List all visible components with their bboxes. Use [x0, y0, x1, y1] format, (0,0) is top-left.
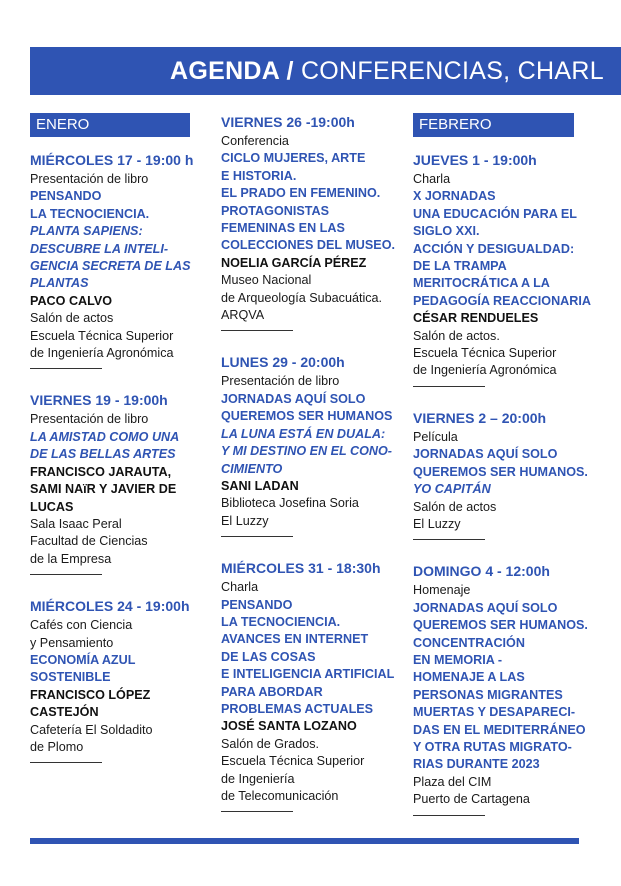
event-detail: Conferencia [221, 134, 289, 148]
event-detail: Presentación de libro [30, 172, 149, 186]
event-title: E INTELIGENCIA ARTIFICIAL [221, 667, 395, 682]
event-title: DE LAS BELLAS ARTES [30, 447, 176, 462]
event-speaker: NOELIA GARCÍA PÉREZ [221, 255, 367, 270]
event-detail: de Ingeniería [221, 771, 295, 786]
event-date: MIÉRCOLES 17 - 19:00 h [30, 152, 194, 168]
event-detail: Salón de Grados. [221, 736, 320, 751]
event-title: PLANTAS [30, 276, 89, 291]
event-date: MIÉRCOLES 24 - 19:00h [30, 598, 190, 615]
event-detail: Cafés con Ciencia [30, 618, 133, 633]
event-title: Y OTRA RUTAS MIGRATO- [413, 739, 572, 754]
event-title: JORNADAS AQUÍ SOLO [221, 391, 366, 406]
event-title: JORNADAS AQUÍ SOLO [413, 447, 558, 462]
event-detail: Facultad de Ciencias [30, 534, 148, 549]
event-detail: Charla [413, 172, 451, 186]
event-detail: Presentación de libro [221, 374, 340, 389]
event-detail: Escuela Técnica Superior [221, 754, 365, 769]
event-speaker: CÉSAR RENDUELES [413, 311, 539, 326]
event-detail: Homenaje [413, 583, 471, 598]
event-title: PLANTA SAPIENS: [30, 224, 143, 239]
event-detail: Salón de actos [30, 311, 114, 326]
event-title: DE LA TRAMPA [413, 259, 507, 274]
event-title: CONCENTRACIÓN [413, 635, 525, 650]
event-detail: Película [413, 429, 458, 444]
event-title: DE LAS COSAS [221, 649, 316, 664]
banner-title-light: CONFERENCIAS, CHARL [293, 57, 604, 85]
event-title: QUEREMOS SER HUMANOS [221, 409, 393, 424]
event-title: PENSANDO [30, 189, 102, 204]
event-divider [413, 386, 485, 387]
event-divider [221, 536, 293, 537]
column-febrero [413, 113, 613, 838]
event-title: LA AMISTAD COMO UNA [30, 429, 180, 444]
event-title: FEMENINAS EN LAS [221, 221, 345, 236]
event-title: ECONOMÍA AZUL [30, 652, 136, 667]
column-enero [30, 113, 215, 785]
event-title: UNA EDUCACIÓN PARA EL [413, 206, 577, 221]
event-detail: de Ingeniería Agronómica [413, 363, 557, 378]
event-detail: Plaza del CIM [413, 774, 492, 789]
event-speaker: FRANCISCO LÓPEZ [30, 687, 151, 702]
event-detail: El Luzzy [221, 513, 269, 528]
agenda-event [413, 409, 613, 540]
event-divider [30, 368, 102, 369]
event-speaker: PACO CALVO [30, 293, 113, 308]
event-title: SIGLO XXI. [413, 224, 480, 239]
event-title: YO CAPITÁN [413, 482, 491, 497]
agenda-event [221, 559, 411, 812]
event-title: EN MEMORIA - [413, 652, 503, 667]
agenda-event [221, 353, 411, 537]
event-date: LUNES 29 - 20:00h [221, 354, 345, 371]
event-divider [30, 762, 102, 763]
event-detail: Salón de actos. [413, 328, 500, 343]
event-detail: Presentación de libro [30, 412, 149, 427]
event-detail: Museo Nacional [221, 273, 312, 288]
event-date: VIERNES 2 – 20:00h [413, 409, 547, 426]
event-title: RIAS DURANTE 2023 [413, 757, 540, 772]
event-title: Y MI DESTINO EN EL CONO- [221, 444, 392, 459]
banner-title [170, 56, 604, 86]
agenda-event [413, 562, 613, 815]
event-title: PERSONAS MIGRANTES [413, 687, 563, 702]
agenda-event [221, 113, 411, 331]
event-detail: de Ingeniería Agronómica [30, 346, 174, 361]
event-speaker: SAMI NAïR Y JAVIER DE [30, 482, 177, 497]
event-detail: Puerto de Cartagena [413, 792, 530, 807]
event-detail: Cafetería El Soldadito [30, 722, 153, 737]
event-detail: Charla [221, 580, 259, 595]
month-label: ENERO [30, 113, 190, 137]
event-title: PROBLEMAS ACTUALES [221, 701, 374, 716]
event-detail: Sala Isaac Peral [30, 516, 122, 531]
event-speaker: LUCAS [30, 499, 74, 514]
event-title: JORNADAS AQUÍ SOLO [413, 600, 558, 615]
event-title: MUERTAS Y DESAPARECI- [413, 705, 576, 720]
event-title: CIMIENTO [221, 461, 283, 476]
event-speaker: SANI LADAN [221, 478, 299, 493]
event-speaker: CASTEJÓN [30, 705, 99, 720]
event-detail: Biblioteca Josefina Soria [221, 496, 359, 511]
header-banner [30, 47, 621, 95]
banner-title-bold: AGENDA / [170, 57, 294, 85]
event-title: E HISTORIA. [221, 168, 297, 183]
event-detail: de la Empresa [30, 551, 112, 566]
agenda-event [30, 151, 215, 369]
event-speaker: JOSÉ SANTA LOZANO [221, 719, 357, 734]
event-title: EL PRADO EN FEMENINO. [221, 186, 381, 201]
event-title: GENCIA SECRETA DE LAS [30, 259, 191, 274]
event-title: QUEREMOS SER HUMANOS. [413, 464, 588, 479]
event-detail: de Telecomunicación [221, 789, 339, 803]
event-title: X JORNADAS [413, 189, 496, 204]
event-title: PENSANDO [221, 597, 293, 612]
event-title: SOSTENIBLE [30, 670, 111, 685]
event-title: DESCUBRE LA INTELI- [30, 241, 169, 256]
event-title: AVANCES EN INTERNET [221, 632, 369, 647]
event-detail: y Pensamiento [30, 635, 114, 650]
agenda-event [30, 597, 215, 763]
event-title: QUEREMOS SER HUMANOS. [413, 618, 588, 633]
event-title: MERITOCRÁTICA A LA [413, 276, 550, 291]
event-title: PARA ABORDAR [221, 684, 323, 699]
event-detail: El Luzzy [413, 516, 461, 531]
event-divider [30, 574, 102, 575]
event-title: PROTAGONISTAS [221, 203, 329, 218]
bottom-bar [30, 838, 579, 844]
event-title: LA TECNOCIENCIA. [30, 206, 150, 221]
event-title: ACCIÓN Y DESIGUALDAD: [413, 241, 575, 256]
event-date: JUEVES 1 - 19:00h [413, 152, 537, 168]
event-title: COLECCIONES DEL MUSEO. [221, 238, 396, 253]
event-detail: Escuela Técnica Superior [30, 328, 174, 343]
event-divider [221, 811, 293, 812]
month-label: FEBRERO [413, 113, 574, 137]
event-detail: Escuela Técnica Superior [413, 346, 557, 361]
event-title: CICLO MUJERES, ARTE [221, 151, 366, 166]
event-title: HOMENAJE A LAS [413, 670, 525, 685]
event-date: DOMINGO 4 - 12:00h [413, 563, 550, 580]
event-title: LA TECNOCIENCIA. [221, 614, 341, 629]
event-divider [221, 330, 293, 331]
event-detail: ARQVA [221, 308, 265, 323]
column-enero-continued [221, 113, 411, 834]
event-title: LA LUNA ESTÁ EN DUALA: [221, 426, 386, 441]
event-speaker: FRANCISCO JARAUTA, [30, 464, 172, 479]
agenda-event [30, 391, 215, 575]
event-detail: de Plomo [30, 739, 84, 754]
event-divider [413, 815, 485, 816]
event-detail: de Arqueología Subacuática. [221, 290, 383, 305]
event-date: MIÉRCOLES 31 - 18:30h [221, 560, 381, 577]
event-date: VIERNES 26 -19:00h [221, 114, 355, 130]
event-divider [413, 539, 485, 540]
event-date: VIERNES 19 - 19:00h [30, 392, 168, 409]
event-title: PEDAGOGÍA REACCIONARIA [413, 293, 591, 308]
event-detail: Salón de actos [413, 499, 497, 514]
event-title: DAS EN EL MEDITERRÁNEO [413, 722, 586, 737]
agenda-event [413, 151, 613, 387]
